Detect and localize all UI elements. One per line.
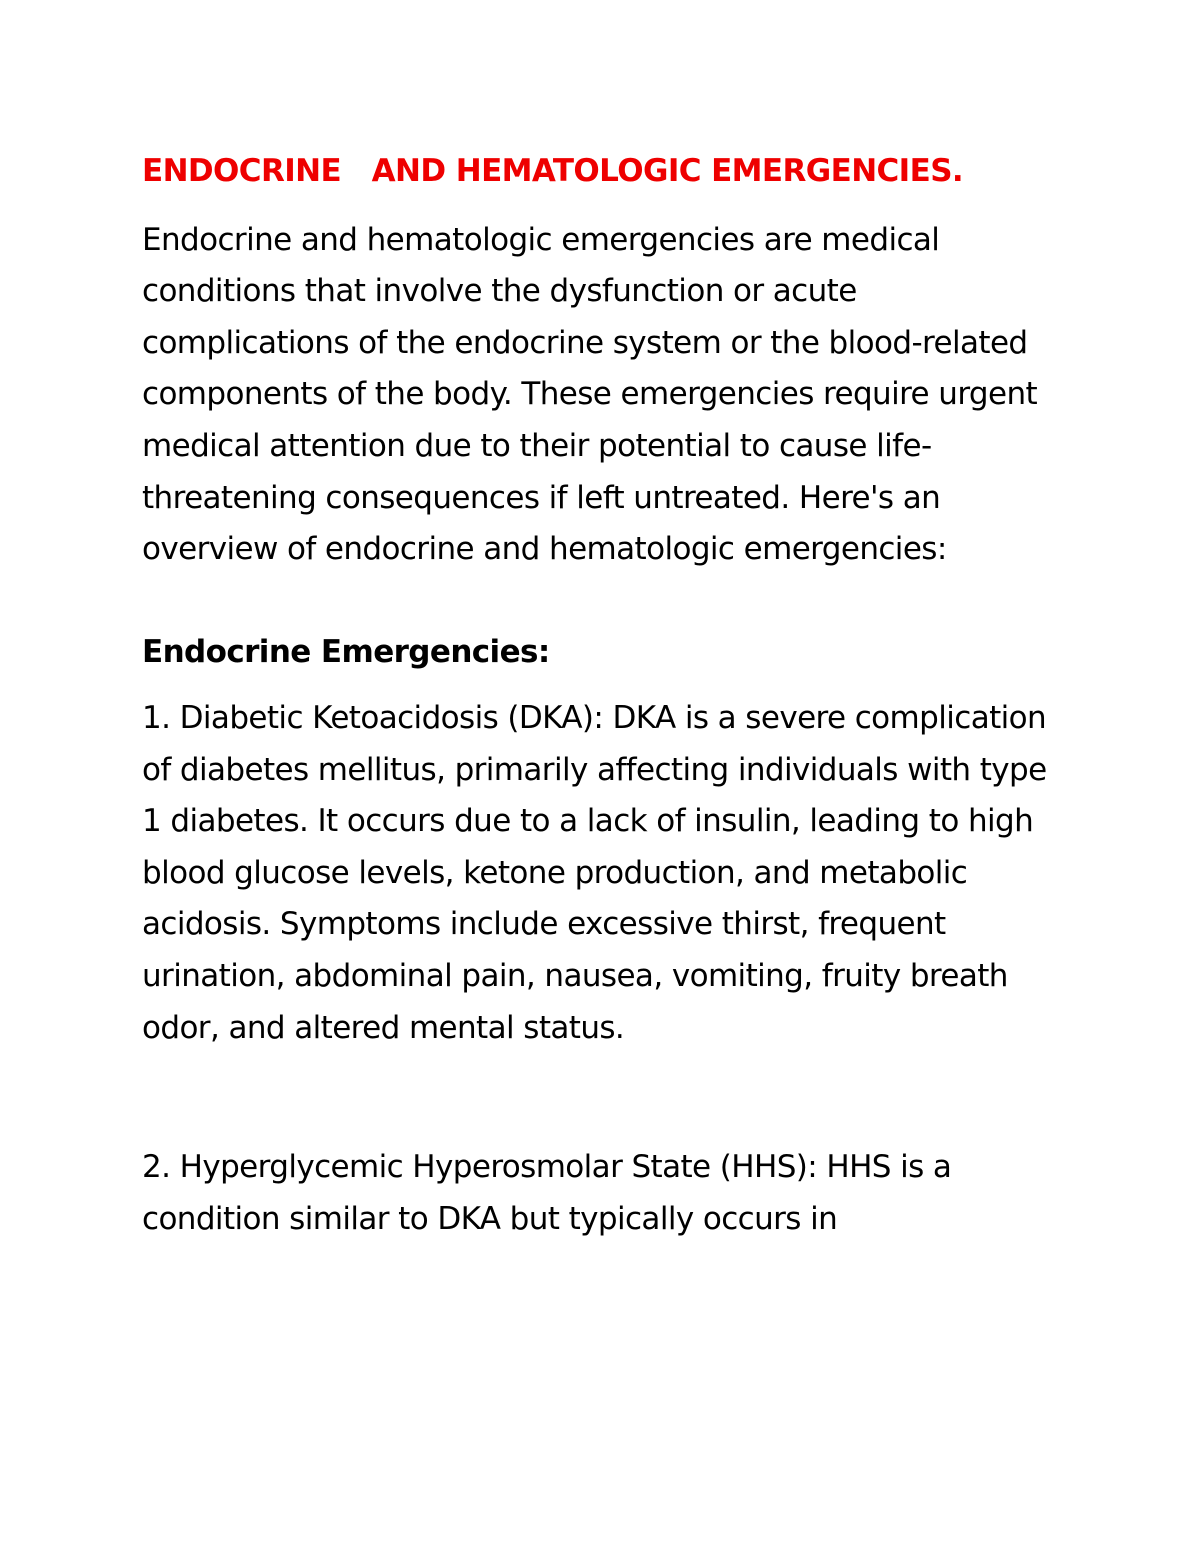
- document-title: ENDOCRINE AND HEMATOLOGIC EMERGENCIES.: [142, 153, 964, 189]
- list-item-hhs: [142, 1142, 1072, 1245]
- list-item-text: Hyperglycemic Hyperosmolar State (HHS): HHS is a condition similar to DKA but typically occurs in: [142, 1149, 952, 1237]
- intro-paragraph: Endocrine and hematologic emergencies are medical conditions that involve the dysfunction or acute complications of the endocrine system or the blood-related components of the body. These emergencies require urgent medical attention due to their potential to cause life-threatening consequences if left untreated. Here's an overview of endocrine and hematologic emergencies:: [142, 221, 1038, 568]
- list-item-dka: [142, 693, 1072, 1054]
- section-heading: Endocrine Emergencies:: [142, 634, 550, 671]
- list-item-number: 2.: [142, 1149, 180, 1186]
- list-item-text: Diabetic Ketoacidosis (DKA): DKA is a severe complication of diabetes mellitus, primarily affecting individuals with type 1 diabetes. It occurs due to a lack of insulin, leading to high blood glucose levels, ketone production, and metabolic acidosis. Symptoms include excessive thirst, frequent urination, abdominal pain, nausea, vomiting, fruity breath odor, and altered mental status.: [142, 699, 1047, 1046]
- document-body: [142, 146, 1072, 1245]
- list-item-number: 1.: [142, 699, 180, 736]
